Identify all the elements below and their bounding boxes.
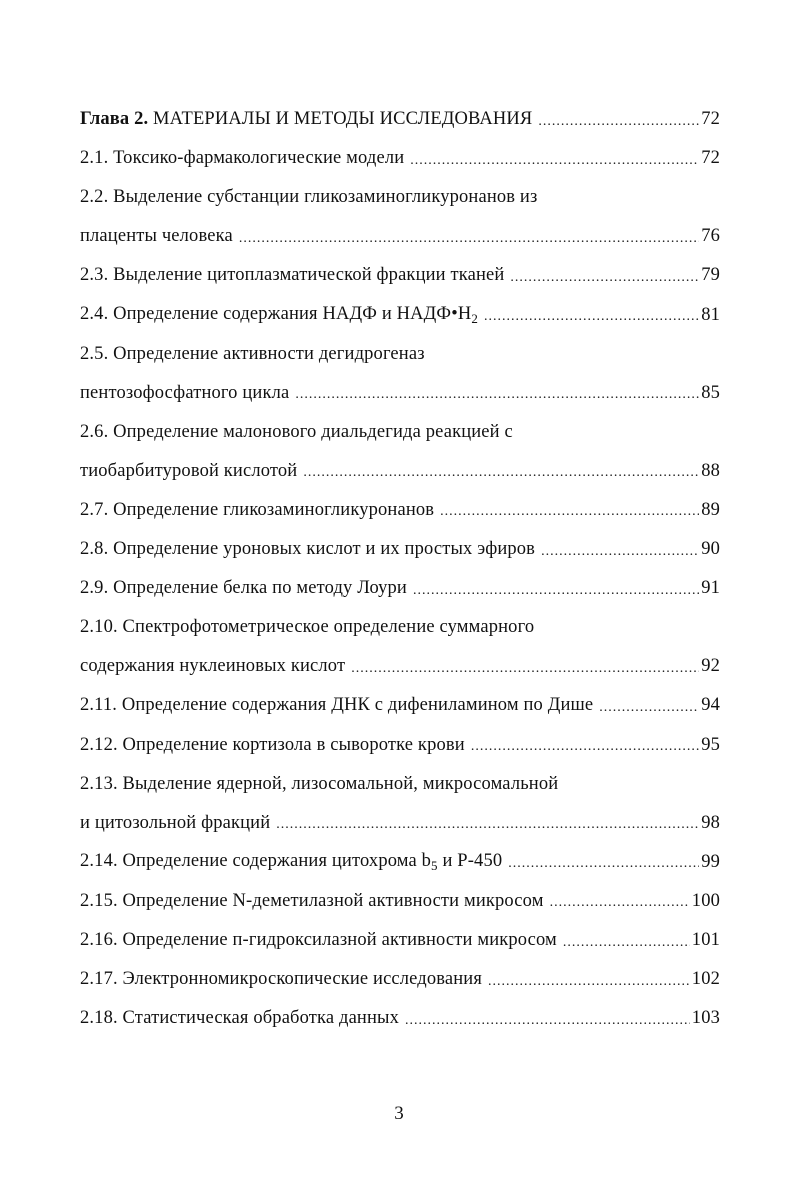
dot-leader <box>471 735 699 755</box>
dot-leader <box>303 461 699 481</box>
toc-page-number: 103 <box>691 1008 720 1029</box>
chapter-title: МАТЕРИАЛЫ И МЕТОДЫ ИССЛЕДОВАНИЯ <box>153 109 533 130</box>
toc-page-number: 98 <box>701 812 720 833</box>
dot-leader <box>508 852 699 872</box>
subscript: 2 <box>471 310 478 326</box>
toc-entry-text: 2.7. Определение гликозаминогликуронанов <box>80 499 435 520</box>
toc-page-number: 100 <box>691 890 720 911</box>
toc-entry <box>80 999 720 1038</box>
toc-entry-text-after: и Р-450 <box>437 850 503 871</box>
toc-entry <box>80 686 720 725</box>
toc-page-number: 95 <box>701 734 720 755</box>
dot-leader <box>599 696 699 716</box>
toc-entry-text: и цитозольной фракций <box>80 812 271 833</box>
toc-entry-text: 2.18. Статистическая обработка данных <box>80 1008 400 1029</box>
toc-page-number: 72 <box>701 109 720 130</box>
toc-entry-text: 2.10. Спектрофотометрическое определение суммарного <box>80 617 535 638</box>
dot-leader <box>538 110 699 130</box>
dot-leader <box>413 579 699 599</box>
toc-entry-text: 2.5. Определение активности дегидрогеназ <box>80 343 425 364</box>
toc-entry-text: содержания нуклеиновых кислот <box>80 656 346 677</box>
toc-entry-text: 2.2. Выделение субстанции гликозаминогликуронанов из <box>80 187 538 208</box>
toc-entry <box>80 960 720 999</box>
toc-entry-text: плаценты человека <box>80 226 233 247</box>
dot-leader <box>440 500 699 520</box>
dot-leader <box>239 227 699 247</box>
toc-entry-text: 2.9. Определение белка по методу Лоури <box>80 578 407 599</box>
toc-entry-text: 2.14. Определение содержания цитохрома b <box>80 850 432 871</box>
toc-page-number: 85 <box>701 382 720 403</box>
toc-page-number: 94 <box>701 695 720 716</box>
toc-entry <box>80 139 720 178</box>
toc-entry-continuation <box>80 647 720 686</box>
dot-leader <box>410 149 699 169</box>
dot-leader <box>484 305 699 325</box>
toc-entry <box>80 921 720 960</box>
toc-entry-text: 2.15. Определение N-деметилазной активности микросом <box>80 890 544 911</box>
toc-page-number: 92 <box>701 656 720 677</box>
table-of-contents <box>80 100 720 1038</box>
toc-entry <box>80 569 720 608</box>
toc-entry <box>80 335 720 374</box>
toc-chapter-heading <box>80 100 720 139</box>
toc-entry <box>80 843 720 882</box>
toc-page-number: 99 <box>701 851 720 872</box>
dot-leader <box>510 266 699 286</box>
toc-entry <box>80 491 720 530</box>
dot-leader <box>550 891 690 911</box>
toc-entry <box>80 256 720 295</box>
dot-leader <box>563 931 690 951</box>
toc-entry-text: 2.3. Выделение цитоплазматической фракции тканей <box>80 265 505 286</box>
toc-page-number: 91 <box>701 578 720 599</box>
dot-leader <box>276 813 699 833</box>
toc-page-number: 101 <box>691 930 720 951</box>
toc-page-number: 76 <box>701 226 720 247</box>
toc-entry <box>80 530 720 569</box>
dot-leader <box>541 540 699 560</box>
toc-page-number: 90 <box>701 539 720 560</box>
toc-entry-text: 2.1. Токсико-фармакологические модели <box>80 148 405 169</box>
toc-entry-text: 2.12. Определение кортизола в сыворотке крови <box>80 734 465 755</box>
toc-entry-text: 2.8. Определение уроновых кислот и их простых эфиров <box>80 539 536 560</box>
toc-page-number: 102 <box>691 969 720 990</box>
chapter-label: Глава 2. <box>80 109 149 130</box>
toc-entry-text: 2.11. Определение содержания ДНК с дифениламином по Дише <box>80 695 594 716</box>
toc-entry-text: 2.6. Определение малонового диальдегида реакцией с <box>80 421 513 442</box>
toc-page-number: 88 <box>701 460 720 481</box>
toc-entry-text: 2.13. Выделение ядерной, лизосомальной, микросомальной <box>80 773 559 794</box>
toc-entry-continuation <box>80 804 720 843</box>
toc-page-number: 72 <box>701 148 720 169</box>
subscript: 5 <box>431 857 438 873</box>
toc-page-number: 79 <box>701 265 720 286</box>
page-number: 3 <box>394 1103 404 1124</box>
toc-entry-text: пентозофосфатного цикла <box>80 382 290 403</box>
toc-page-number: 81 <box>701 304 720 325</box>
toc-entry-continuation <box>80 452 720 491</box>
dot-leader <box>488 970 690 990</box>
toc-entry <box>80 608 720 647</box>
toc-entry-text: 2.17. Электронномикроскопические исследования <box>80 969 483 990</box>
toc-entry <box>80 882 720 921</box>
toc-page-number: 89 <box>701 499 720 520</box>
toc-entry <box>80 765 720 804</box>
toc-entry-text: 2.4. Определение содержания НАДФ и НАДФ•Н <box>80 303 472 324</box>
toc-entry <box>80 178 720 217</box>
toc-entry-text: тиобарбитуровой кислотой <box>80 460 298 481</box>
toc-entry <box>80 413 720 452</box>
dot-leader <box>295 383 699 403</box>
toc-entry-continuation <box>80 374 720 413</box>
toc-entry-text: 2.16. Определение п-гидроксилазной активности микросом <box>80 930 557 951</box>
toc-entry-continuation <box>80 217 720 256</box>
dot-leader <box>405 1009 690 1029</box>
toc-entry <box>80 295 720 334</box>
toc-entry <box>80 726 720 765</box>
dot-leader <box>351 657 699 677</box>
